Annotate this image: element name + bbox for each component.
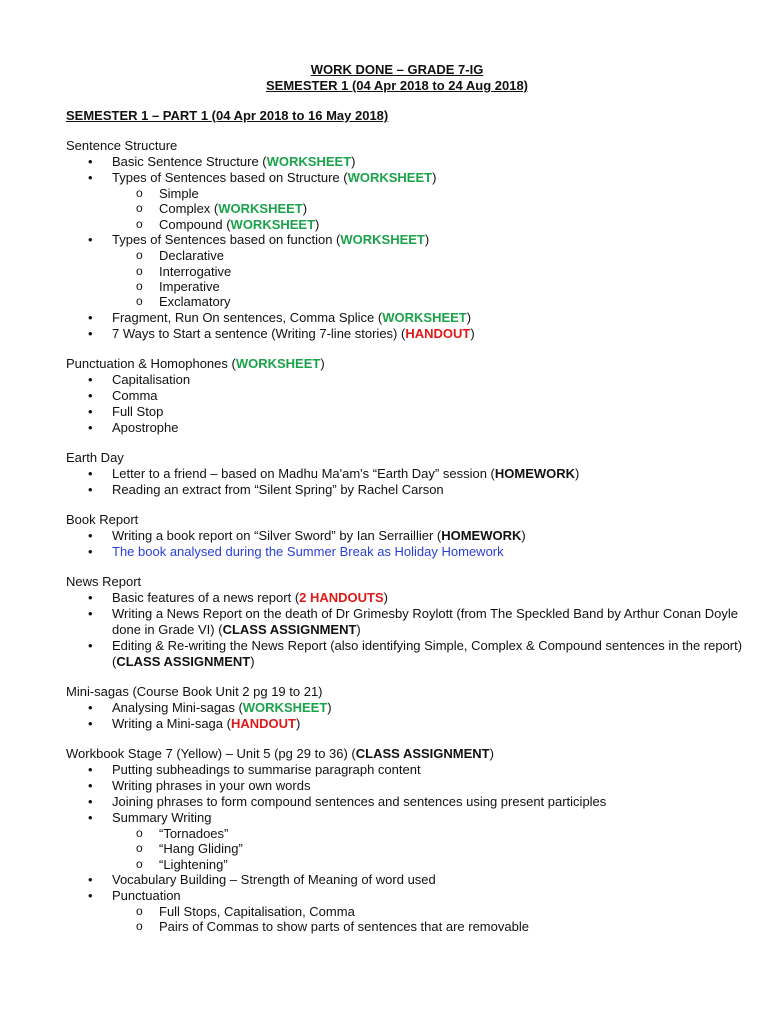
bullet-icon: •	[88, 325, 93, 341]
bullet-icon: •	[88, 170, 93, 185]
item-text: Basic Sentence Structure (	[112, 154, 267, 169]
item-text: Fragment, Run On sentences, Comma Splice (	[112, 309, 383, 325]
sub-bullet-icon: o	[136, 825, 143, 840]
outline-section	[66, 138, 746, 342]
item-text: Editing & Re-writing the News Report (also identifying Simple, Complex & Compound sentences in the report) (	[112, 637, 743, 669]
list-item	[66, 326, 746, 342]
item-text: Workbook Stage 7 (Yellow) – Unit 5 (pg 29 to 36) (	[66, 745, 356, 761]
item-text: Sentence Structure	[66, 138, 178, 153]
item-text: Comma	[112, 387, 158, 403]
assignment-tag: HOMEWORK	[494, 465, 576, 481]
item-text: Writing a Mini-saga (	[112, 715, 231, 731]
sub-list-item	[66, 826, 746, 841]
sub-bullet-icon: o	[136, 294, 143, 309]
sub-bullet-icon: o	[136, 186, 143, 200]
bullet-icon: •	[88, 777, 93, 793]
item-text: Writing a News Report on the death of Dr Grimesby Roylott (from The Speckled Band by Arthur Conan Doyle done in Grade VI) (	[112, 605, 738, 637]
list-item	[66, 154, 746, 170]
bullet-icon: •	[88, 309, 93, 325]
assignment-tag: CLASS ASSIGNMENT	[355, 745, 490, 761]
list-item	[66, 794, 746, 810]
item-text: Putting subheadings to summarise paragraph content	[112, 761, 421, 777]
item-text: Complex (	[159, 201, 219, 217]
item-text: )	[295, 715, 301, 731]
sub-list-item	[66, 217, 746, 232]
item-text: Types of Sentences based on function (	[112, 232, 341, 248]
item-text: 7 Ways to Start a sentence (Writing 7-line stories) (	[112, 325, 406, 341]
item-text: Declarative	[159, 248, 225, 264]
item-text: Summary Writing	[112, 809, 212, 825]
item-text: Joining phrases to form compound sentences and sentences using present participles	[112, 793, 607, 809]
item-text: Exclamatory	[159, 294, 231, 310]
item-text: Earth Day	[66, 449, 124, 465]
outline-section	[66, 356, 746, 436]
outline-section	[66, 574, 746, 670]
outline-section	[66, 746, 746, 935]
item-text: )	[356, 621, 361, 637]
outline-section	[66, 450, 746, 498]
worksheet-tag: WORKSHEET	[242, 699, 328, 715]
item-text: Basic features of a news report (	[112, 589, 300, 605]
item-text: Pairs of Commas to show parts of sentences that are removable	[159, 919, 529, 935]
part-heading: SEMESTER 1 – PART 1 (04 Apr 2018 to 16 May 2018)	[66, 108, 389, 123]
sub-list-item	[66, 919, 746, 934]
semester-title: SEMESTER 1 (04 Apr 2018 to 24 Aug 2018)	[265, 78, 529, 93]
list-item	[66, 606, 746, 638]
item-text: “Tornadoes”	[159, 825, 229, 841]
section-heading	[66, 138, 746, 154]
item-text: Book Report	[66, 511, 139, 527]
item-text: Full Stop	[112, 403, 164, 419]
sub-bullet-icon: o	[136, 248, 143, 263]
list-item	[66, 590, 746, 606]
item-text: )	[250, 653, 255, 669]
item-text: Letter to a friend – based on Madhu Ma'am's “Earth Day” session (	[112, 465, 495, 481]
list-item	[66, 544, 746, 560]
item-text: Punctuation & Homophones (	[66, 355, 236, 371]
bullet-icon: •	[88, 589, 93, 605]
outline-section	[66, 684, 746, 732]
list-item	[66, 872, 746, 888]
sub-bullet-icon: o	[136, 856, 143, 871]
list-item	[66, 810, 746, 826]
section-heading	[66, 574, 746, 590]
list-item	[66, 528, 746, 544]
item-text: Vocabulary Building – Strength of Meaning of word used	[112, 871, 436, 887]
list-item	[66, 716, 746, 732]
list-item	[66, 404, 746, 420]
worksheet-tag: WORKSHEET	[218, 201, 303, 217]
bullet-icon: •	[88, 419, 93, 435]
worksheet-tag: WORKSHEET	[347, 170, 433, 185]
document-title: WORK DONE – GRADE 7-IG	[310, 62, 484, 77]
item-text: )	[489, 745, 494, 761]
item-text: )	[327, 699, 332, 715]
item-text: Imperative	[159, 278, 220, 294]
sub-list-item	[66, 264, 746, 279]
list-item	[66, 482, 746, 498]
list-item	[66, 762, 746, 778]
item-text: Punctuation	[112, 887, 181, 903]
item-text: Simple	[159, 186, 199, 201]
item-text: Capitalisation	[112, 371, 191, 387]
item-text: Interrogative	[159, 263, 232, 279]
sub-bullet-icon: o	[136, 278, 143, 293]
worksheet-tag: WORKSHEET	[266, 154, 352, 169]
sub-bullet-icon: o	[136, 201, 143, 216]
item-text: )	[575, 465, 580, 481]
sub-list-item	[66, 186, 746, 201]
worksheet-tag: WORKSHEET	[382, 309, 467, 325]
sub-list-item	[66, 279, 746, 294]
item-text: )	[466, 309, 472, 325]
item-text: Mini-sagas (Course Book Unit 2 pg 19 to 21)	[66, 683, 323, 699]
sub-list-item	[66, 841, 746, 856]
section-heading	[66, 450, 746, 466]
list-item	[66, 466, 746, 482]
handout-tag: HANDOUT	[230, 715, 296, 731]
list-item	[66, 372, 746, 388]
item-text: )	[302, 201, 308, 217]
sub-bullet-icon: o	[136, 216, 143, 231]
bullet-icon: •	[88, 809, 93, 825]
item-text: )	[432, 170, 437, 185]
item-text: “Lightening”	[159, 856, 228, 872]
item-text: )	[315, 216, 320, 232]
bullet-icon: •	[88, 699, 93, 715]
handout-tag: 2 HANDOUTS	[299, 589, 384, 605]
worksheet-tag: WORKSHEET	[235, 355, 321, 371]
document-content	[66, 108, 746, 949]
item-text: “Hang Gliding”	[159, 841, 243, 857]
sub-bullet-icon: o	[136, 919, 143, 934]
item-text: Compound (	[159, 216, 231, 232]
sub-list-item	[66, 857, 746, 872]
sub-bullet-icon: o	[136, 841, 143, 856]
outline-section	[66, 512, 746, 560]
bullet-icon: •	[88, 481, 93, 497]
bullet-icon: •	[88, 403, 93, 419]
assignment-tag: CLASS ASSIGNMENT	[222, 621, 357, 637]
item-text: )	[521, 527, 526, 543]
bullet-icon: •	[88, 387, 93, 403]
item-text: Writing phrases in your own words	[112, 777, 311, 793]
sub-list-item	[66, 248, 746, 263]
item-text: Apostrophe	[112, 419, 179, 435]
bullet-icon: •	[88, 154, 93, 169]
bullet-icon: •	[88, 715, 93, 731]
list-item	[66, 170, 746, 186]
sub-bullet-icon: o	[136, 903, 143, 918]
item-text: Full Stops, Capitalisation, Comma	[159, 903, 355, 919]
bullet-icon: •	[88, 232, 93, 248]
bullet-icon: •	[88, 465, 93, 481]
handout-tag: HANDOUT	[405, 325, 471, 341]
bullet-icon: •	[88, 887, 93, 903]
item-text: Writing a book report on “Silver Sword” by Ian Serraillier (	[112, 527, 442, 543]
list-item	[66, 232, 746, 248]
list-item	[66, 778, 746, 794]
bullet-icon: •	[88, 605, 93, 621]
item-text: Types of Sentences based on Structure (	[112, 170, 348, 185]
bullet-icon: •	[88, 871, 93, 887]
worksheet-tag: WORKSHEET	[340, 232, 425, 248]
section-heading	[66, 512, 746, 528]
worksheet-tag: WORKSHEET	[230, 216, 316, 232]
item-text: Analysing Mini-sagas (	[112, 699, 243, 715]
list-item	[66, 638, 746, 670]
sub-bullet-icon: o	[136, 263, 143, 278]
sub-list-item	[66, 904, 746, 919]
bullet-icon: •	[88, 637, 93, 653]
assignment-tag: HOMEWORK	[441, 527, 522, 543]
list-item	[66, 700, 746, 716]
item-text: )	[424, 232, 430, 248]
section-heading	[66, 746, 746, 762]
section-heading	[66, 356, 746, 372]
section-heading	[66, 684, 746, 700]
sub-list-item	[66, 201, 746, 216]
assignment-tag: CLASS ASSIGNMENT	[116, 653, 251, 669]
bullet-icon: •	[88, 527, 93, 543]
item-text: News Report	[66, 573, 142, 589]
note-text: The book analysed during the Summer Break as Holiday Homework	[112, 543, 504, 559]
bullet-icon: •	[88, 761, 93, 777]
item-text: )	[470, 325, 475, 341]
bullet-icon: •	[88, 543, 93, 559]
bullet-icon: •	[88, 371, 93, 387]
title-block	[0, 62, 768, 94]
item-text: )	[383, 589, 389, 605]
list-item	[66, 388, 746, 404]
sub-list-item	[66, 294, 746, 309]
item-text: )	[320, 355, 325, 371]
list-item	[66, 888, 746, 904]
list-item	[66, 310, 746, 326]
item-text: Reading an extract from “Silent Spring” by Rachel Carson	[112, 481, 444, 497]
bullet-icon: •	[88, 793, 93, 809]
item-text: )	[351, 154, 356, 169]
list-item	[66, 420, 746, 436]
